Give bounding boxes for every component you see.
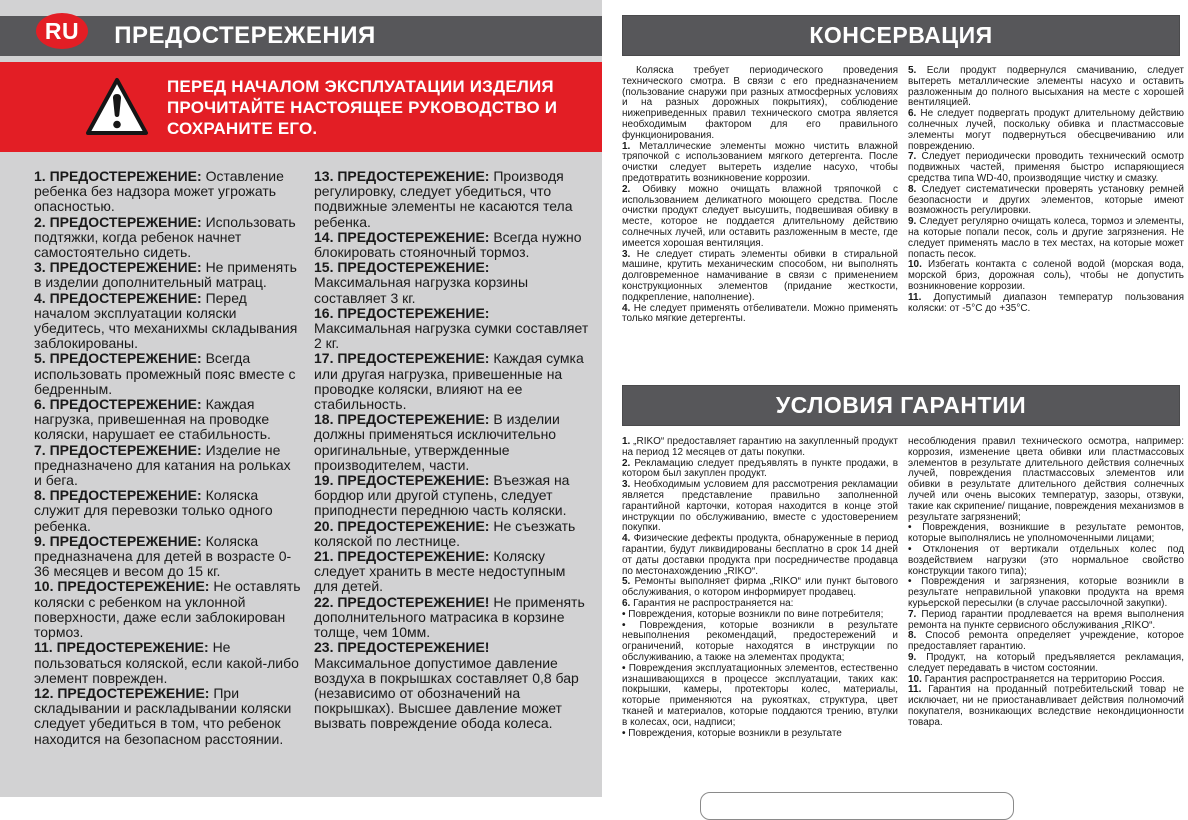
warranty-item-text: Повреждения и загрязнения, которые возникли в результате неправильной упаковки продукта на время курьерской пересылки (в случае рассылочной закупки). — [908, 576, 1184, 609]
maintenance-item — [908, 152, 1184, 184]
warranty-item-text: Ремонты выполняет фирма „RIKO“ или пункт бытового обслуживания, о котором информирует продавец. — [622, 576, 899, 599]
warranty-item — [908, 610, 1184, 632]
warning-item — [314, 169, 590, 230]
warranty-item-text: Физические дефекты продукта, обнаруженные в период гарантии, будут ликвидированы бесплатно в срок 14 дней от даты доставки продукта при посредничестве продавца по местонахождению „RIKO“. — [622, 533, 899, 577]
warnings-page — [0, 0, 602, 797]
language-badge: RU — [36, 13, 88, 49]
maintenance-intro: Коляска требует периодического проведения технического смотра. В связи с его предназначением (пользование снаружи при разных атмосферных условиях и на разных дорожных покрытиях), соблюдение нижеприведенных правил технического смотра является необходимым фактором для его правильного функционирования. — [622, 65, 898, 141]
maintenance-item-text: Следует регулярно очищать колеса, тормоз и элементы, на которые попали песок, соль и другие загрязнения. Не следует применять масло в тех местах, на которые может попасть песок. — [908, 216, 1184, 260]
warning-item-text: Коляска предназначена для детей в возрасте 0-36 месяцев и весом до 15 кг. — [34, 532, 292, 580]
maintenance-item-number: 11. — [908, 291, 922, 303]
partial-rounded-box — [700, 792, 1014, 820]
maintenance-item-text: Избегать контакта с соленой водой (морская вода, морской бриз, дорожная соль), чтобы не допустить возникновение коррозии. — [908, 259, 1184, 292]
warning-item-label: 7. ПРЕДОСТЕРЕЖЕНИЕ: — [34, 441, 202, 458]
warning-item-label: 14. ПРЕДОСТЕРЕЖЕНИЕ: — [314, 228, 490, 245]
warning-item — [314, 473, 590, 519]
warning-item-text: Не съезжать коляской по лестнице. — [314, 517, 576, 549]
warning-item-text: Всегда использовать промежный пояс вместе с бедренным. — [34, 350, 296, 397]
warranty-item — [908, 545, 1184, 577]
warning-item-label: 23. ПРЕДОСТЕРЕЖЕНИЕ! — [314, 639, 490, 656]
warranty-item-text: Продукт, на который предъявляется рекламация, следует передавать в чистом состоянии. — [908, 651, 1184, 674]
warning-item — [314, 519, 590, 549]
warning-item-text: Производя регулировку, следует убедиться, что подвижные элементы не касаются тела ребенка. — [314, 168, 573, 230]
maintenance-item — [622, 185, 898, 250]
warning-item-label: 17. ПРЕДОСТЕРЕЖЕНИЕ: — [314, 350, 490, 367]
warning-item-label: 11. ПРЕДОСТЕРЕЖЕНИЕ: — [34, 639, 209, 656]
warranty-item-number: 4. — [622, 533, 631, 545]
warranty-item-text: Способ ремонта определяет учреждение, которое предоставляет гарантию. — [908, 630, 1184, 653]
warning-item-label: 22. ПРЕДОСТЕРЕЖЕНИЕ! — [314, 593, 490, 610]
warranty-item-text: Повреждения эксплуатационных элементов, естественно изнашивающихся в процессе эксплуатации, таких как: покрышки, камеры, протекторы колес, материалы, которые применяются на рукоятках, структура, цвет тканей и материалов, которые поддаются трению, втулки в колесах, оси, надписи; — [622, 662, 899, 728]
alert-line-2: ПРОЧИТАЙТЕ НАСТОЯЩЕЕ РУКОВОДСТВО И — [167, 97, 558, 117]
warning-item — [34, 534, 302, 580]
maintenance-item-text: Следует систематически проверять установку ремней безопасности и других элементов, которые имеют возможность регулировки. — [908, 183, 1185, 217]
warranty-item — [908, 577, 1184, 609]
maintenance-item-number: 10. — [908, 259, 922, 271]
warning-item-label: 21. ПРЕДОСТЕРЕЖЕНИЕ: — [314, 548, 490, 565]
warning-item-label: 13. ПРЕДОСТЕРЕЖЕНИЕ: — [314, 168, 490, 184]
warranty-item-number: • — [908, 522, 912, 534]
warning-item-label: 5. ПРЕДОСТЕРЕЖЕНИЕ: — [34, 350, 202, 367]
warning-item-label: 12. ПРЕДОСТЕРЕЖЕНИЕ: — [34, 684, 210, 701]
warranty-item-number: 2. — [622, 457, 631, 469]
alert-line-3: СОХРАНИТЕ ЕГО. — [167, 118, 318, 138]
warning-item-label: 20. ПРЕДОСТЕРЕЖЕНИЕ: — [314, 517, 490, 534]
warranty-item — [622, 621, 898, 664]
maintenance-item-text: Металлические элементы можно чистить влажной тряпочкой с использованием мягкого детергента. После очистки следует вытереть изделие насухо, чтобы предотвратить возникновение коррозии. — [622, 140, 899, 184]
warning-item-text: Максимальное допустимое давление воздуха в покрышках составляет 0,8 бар (независимо от обозначений на покрышках). Высшее давление может вызвать повреждение обода колеса. — [314, 654, 579, 732]
warning-item-text: Не оставлять коляски с ребенком на уклонной поверхности, даже если заблокирован тормоз. — [34, 578, 301, 641]
warning-item — [34, 260, 302, 290]
warranty-item — [908, 523, 1184, 545]
read-manual-banner — [0, 62, 602, 152]
maintenance-item-text: Не следует стирать элементы обивки в стиральной машине, крутить механическим способом, ни выполнять долговременное намачивание в связи с применением конструкционных элементов (придание жесткости, подкрепление, наполнение). — [622, 248, 898, 303]
warranty-item-number: 6. — [622, 597, 631, 609]
warning-item — [34, 169, 302, 215]
warning-item-label: 1. ПРЕДОСТЕРЕЖЕНИЕ: — [34, 168, 202, 184]
warranty-item-number: 3. — [622, 479, 631, 491]
maintenance-column-2 — [908, 66, 1184, 325]
warning-item-text: Использовать подтяжки, когда ребенок начнет самостоятельно сидеть. — [34, 213, 296, 261]
maintenance-item-number: 3. — [622, 248, 631, 260]
warning-item-label: 8. ПРЕДОСТЕРЕЖЕНИЕ: — [34, 487, 202, 504]
warning-item-text: Не применять дополнительного матрасика в корзине толще, чем 10мм. — [314, 593, 585, 641]
maintenance-column-1 — [622, 66, 898, 325]
warning-item — [34, 579, 302, 640]
maintenance-item — [622, 142, 898, 185]
warning-item-text: Не применять в изделии дополнительный матрац. — [34, 259, 297, 291]
warning-item-text: Въезжая на бордюр или другой ступень, следует приподнести переднюю часть коляски. — [314, 472, 570, 519]
warranty-item — [622, 459, 898, 481]
warranty-item — [908, 437, 1184, 523]
warning-item — [34, 640, 302, 686]
warning-item — [314, 640, 590, 731]
maintenance-header-bar — [622, 15, 1180, 56]
warranty-item-text: Повреждения, которые возникли в результате невыполнения рекомендаций, предостережений и ограничений, которые находятся в инструкции по обслуживанию, а также на элементах продукта; — [622, 619, 898, 663]
warranty-item — [908, 631, 1184, 653]
maintenance-item-number: 5. — [908, 65, 917, 76]
warning-item-text: В изделии должны применяться исключительно оригинальные, утвержденные производителем, части. — [314, 411, 560, 473]
maintenance-item-number: 1. — [622, 140, 631, 152]
warning-triangle-icon — [84, 76, 150, 138]
warning-item-label: 18. ПРЕДОСТЕРЕЖЕНИЕ: — [314, 411, 490, 428]
warning-item-label: 2. ПРЕДОСТЕРЕЖЕНИЕ: — [34, 213, 202, 230]
maintenance-item-text: Допустимый диапазон температур пользования коляски: от -5°С до +35°С. — [908, 291, 1184, 314]
warranty-item-text: Необходимым условием для рассмотрения рекламации является представление правильно заполненной гарантийной карточки, которая находится в конце этой инструкции по обслуживанию, вместе с удостоверением покупки. — [622, 479, 899, 534]
warnings-body — [34, 169, 590, 747]
warning-item — [314, 595, 590, 641]
warning-item — [34, 488, 302, 534]
alert-line-1: ПЕРЕД НАЧАЛОМ ЭКСПЛУАТАЦИИ ИЗДЕЛИЯ — [167, 76, 554, 96]
warranty-item-text: Гарантия не распространяется на: — [633, 597, 794, 609]
warning-item — [314, 549, 590, 595]
warning-item-text: При складывании и раскладывании коляски следует убедиться в том, что ребенок находится на безопасном расстоянии. — [34, 684, 292, 747]
maintenance-item — [908, 66, 1184, 109]
warranty-body — [622, 437, 1184, 739]
read-manual-text — [167, 76, 557, 139]
maintenance-item-text: Обивку можно очищать влажной тряпочкой с использованием деликатного моющего средства. После очистки продукт следует высушить, подвешивая обивку в месте, которое не поддается длительному действию солнечных лучей, или оставить разложенным в месте, где имеется хорошая вентиляция. — [622, 183, 898, 249]
warranty-item-text: Гарантия распространяется на территорию Россия. — [924, 673, 1165, 685]
warning-item — [314, 260, 590, 306]
warranty-item — [908, 653, 1184, 675]
warranty-column-1 — [622, 437, 898, 739]
warning-item-label: 10. ПРЕДОСТЕРЕЖЕНИЕ: — [34, 578, 210, 595]
warranty-item-text: Повреждения, которые возникли в результате — [628, 727, 842, 739]
warning-item-text: Не пользоваться коляской, если какой-либо элемент поврежден. — [34, 639, 299, 686]
warranty-item — [622, 729, 898, 740]
warning-item-text: Коляску следует хранить в месте недоступным для детей. — [314, 548, 566, 595]
warning-item-text: Коляска служит для перевозки только одного ребенка. — [34, 487, 273, 534]
maintenance-item-number: 9. — [908, 216, 917, 228]
warranty-item-number: 1. — [622, 436, 631, 447]
warranty-item-number: • — [622, 608, 626, 620]
warning-item — [34, 291, 302, 352]
warning-item-label: 3. ПРЕДОСТЕРЕЖЕНИЕ: — [34, 259, 202, 276]
warnings-column-1 — [34, 169, 302, 747]
maintenance-item-number: 4. — [622, 302, 631, 314]
maintenance-item — [908, 109, 1184, 152]
warranty-item-number: 7. — [908, 608, 917, 620]
warning-item-text: Изделие не предназначено для катания на рольках и бега. — [34, 441, 291, 489]
warranty-item-number: • — [908, 543, 912, 555]
warranty-item — [622, 480, 898, 534]
maintenance-item-text: Следует периодически проводить технический осмотр подвижных частей, применяя быстро испаряющиеся средства типа WD-40, производящие чистку и смазку. — [908, 151, 1184, 184]
warning-item — [314, 306, 590, 352]
maintenance-item — [908, 185, 1184, 217]
maintenance-item — [908, 217, 1184, 260]
warnings-page-title: ПРЕДОСТЕРЕЖЕНИЯ — [114, 22, 376, 49]
maintenance-item — [908, 260, 1184, 292]
warranty-item-number: • — [908, 576, 912, 588]
warranty-item-text: Период гарантии продлевается на время выполнения ремонта на пункте сервисного обслуживания „RIKO“. — [908, 608, 1184, 631]
warranty-item-number: 5. — [622, 576, 631, 588]
warranty-column-2 — [908, 437, 1184, 739]
warnings-header-bar — [0, 16, 602, 56]
maintenance-item-number: 7. — [908, 151, 917, 163]
warning-item-text: Максимальная нагрузка сумки составляет 2 кг. — [314, 320, 589, 352]
maintenance-item-number: 6. — [908, 108, 917, 120]
maintenance-item — [622, 250, 898, 304]
warning-item — [34, 351, 302, 397]
warning-item-label: 9. ПРЕДОСТЕРЕЖЕНИЕ: — [34, 532, 202, 549]
warranty-item-number: 11. — [908, 684, 922, 696]
warning-item-text: Каждая нагрузка, привешенная на проводке коляски, нарушает ее стабильность. — [34, 396, 271, 443]
maintenance-item — [622, 304, 898, 326]
maintenance-title: КОНСЕРВАЦИЯ — [809, 22, 993, 48]
warranty-item-text: Гарантия на проданный потребительский товар не исключает, ни не приостанавливает действия полномочий покупателя, возникающих вследствие некондиционности товара. — [908, 684, 1185, 728]
warnings-column-2 — [314, 169, 590, 747]
warning-item — [314, 230, 590, 260]
maintenance-item-text: Если продукт подвернулся смачиванию, следует вытереть металлические элементы насухо и оставить разложенным до полного высыхания на месте с хорошей вентиляцией. — [908, 65, 1185, 109]
maintenance-warranty-page — [612, 0, 1188, 797]
warning-item-label: 16. ПРЕДОСТЕРЕЖЕНИЕ: — [314, 304, 490, 321]
warranty-item — [622, 437, 898, 459]
warranty-title: УСЛОВИЯ ГАРАНТИИ — [775, 392, 1027, 418]
warning-item — [314, 351, 590, 412]
maintenance-item-number: 2. — [622, 183, 631, 195]
warranty-item-text: Повреждения, возникшие в результате ремонтов, которые выполнялись не уполномоченными лицами; — [908, 522, 1185, 545]
warranty-header-bar — [622, 385, 1180, 426]
warning-item-text: Всегда нужно блокировать стояночный тормоз. — [314, 228, 582, 261]
warranty-item-text: несоблюдения правил технического осмотра, например: коррозия, изменение цвета обивки или пластмассовых элементов в результате длительного действия солнечных лучей, повреждения пластмассовых элементов или обивки в результате длительного действия солнечных лучей или очень высоких температур, зазоры, отзвуки, такие как скрипение/ пищание, повреждения механизмов в результате загрязнений; — [908, 436, 1184, 523]
warning-item-label: 4. ПРЕДОСТЕРЕЖЕНИЕ: — [34, 289, 202, 306]
warning-item-label: 19. ПРЕДОСТЕРЕЖЕНИЕ: — [314, 472, 490, 489]
warning-item-text: Каждая сумка или другая нагрузка, привешенные на проводке коляски, влияют на ее стабильность. — [314, 350, 584, 413]
warranty-item — [908, 685, 1184, 728]
warning-item-label: 15. ПРЕДОСТЕРЕЖЕНИЕ: — [314, 259, 490, 276]
warning-item — [34, 397, 302, 443]
warning-item — [34, 686, 302, 747]
warning-item-text: Перед началом эксплуатации коляски убедитесь, что механихмы складывания заблокированы. — [34, 289, 298, 352]
warranty-item — [622, 577, 898, 599]
warranty-item-text: Рекламацию следует предъявлять в пункте продажи, в котором был закуплен продукт. — [622, 457, 899, 480]
warranty-item-number: 10. — [908, 673, 922, 685]
warranty-item-text: Отклонения от вертикали отдельных колес под воздействием нагрузки (это нормальное свойство конструкции такого типа); — [908, 543, 1184, 577]
warning-item — [34, 443, 302, 489]
warranty-item — [622, 664, 898, 729]
warranty-item-number: • — [622, 662, 626, 674]
warranty-item-number: • — [622, 727, 626, 739]
warning-item — [314, 412, 590, 473]
warning-item-label: 6. ПРЕДОСТЕРЕЖЕНИЕ: — [34, 396, 202, 413]
maintenance-item-text: Не следует подвергать продукт длительному действию солнечных лучей, поскольку обивка и пластмассовые элементы могут подвернуться обесцвечиванию или повреждению. — [908, 108, 1185, 152]
warranty-item-number: 9. — [908, 651, 917, 663]
maintenance-item-number: 8. — [908, 183, 917, 195]
maintenance-item-text: Не следует применять отбеливатели. Можно применять только мягкие детергенты. — [622, 302, 898, 325]
warranty-item-text: „RIKO“ предоставляет гарантию на закупленный продукт на период 12 месяцев от даты покупки. — [622, 436, 898, 458]
warning-item-text: Максимальная нагрузка корзины составляет 3 кг. — [314, 274, 529, 306]
maintenance-item — [908, 293, 1184, 315]
warning-item — [34, 215, 302, 261]
warning-item-text: Оставление ребенка без надзора может угрожать опасностью. — [34, 168, 284, 215]
warranty-item — [622, 534, 898, 577]
warranty-item-number: • — [622, 619, 626, 631]
warranty-item-text: Повреждения, которые возникли по вине потребителя; — [628, 608, 884, 620]
warranty-item-number: 8. — [908, 630, 917, 642]
maintenance-body — [622, 66, 1184, 325]
